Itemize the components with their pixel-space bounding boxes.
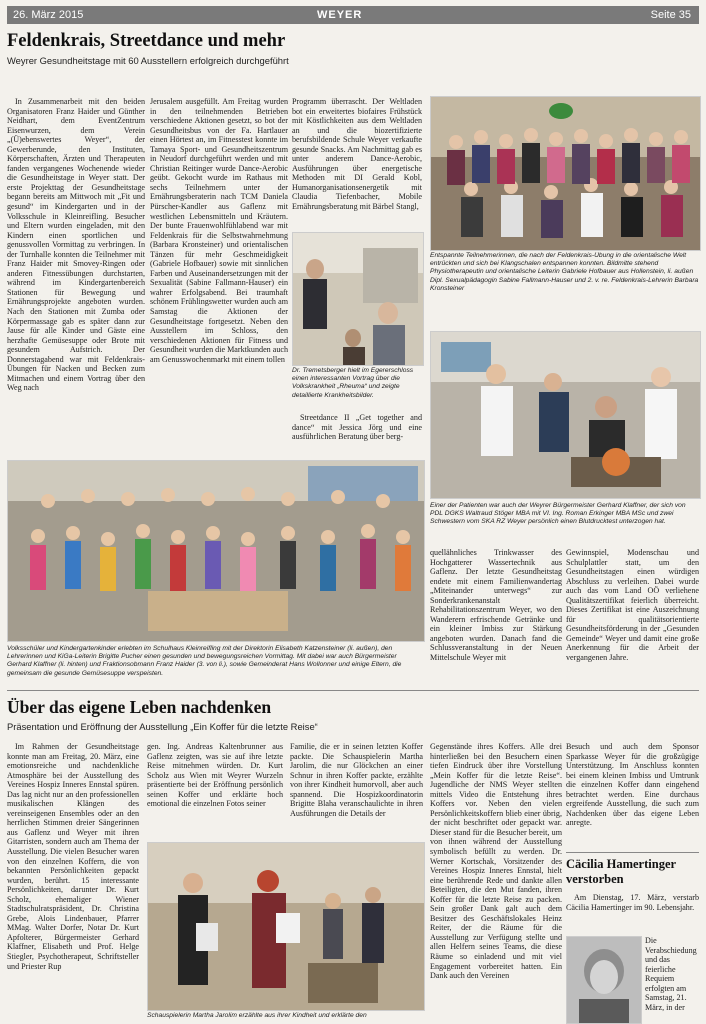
feldenkrais-group-photo-image (431, 97, 700, 250)
article2-subtitle: Präsentation und Eröffnung der Ausstellung „Ein Koffer für die letzte Reise“ (7, 721, 318, 732)
article2-column-2 (147, 742, 283, 838)
obituary-title-line-2: verstorben (566, 872, 624, 886)
article1-column-4-text: quellähnliches Trinkwasser des Hochgatterer Wassertechnik aus Gaflenz. Der letzte Gesundheitstag endete mit einem Familienwandertag „Miteinander unterwegs“ zur Sonderkrankenanstalt Rehabilitationszentrum Weyer, wo den Wanderern erfrischende Getränke und ein kleiner Imbiss zur Stärkung angeboten wurden. Danach fand die Schlussveranstaltung in der Neuen Mittelschule Weyer mit (430, 548, 562, 663)
lecture-photo-image (293, 233, 423, 365)
obituary-portrait-image (567, 937, 641, 1023)
actress-photo-caption: Schauspielerin Martha Jarolim erzählte aus ihrer Kindheit und erklärte den (147, 1012, 367, 1019)
obituary-text-a (566, 893, 699, 923)
article2-column-1 (7, 742, 139, 1024)
section-name: WEYER (317, 9, 363, 21)
article1-column-1-text: In Zusammenarbeit mit den beiden Organisatoren Franz Haider und Günther Neidhart, dem EventZentrum Eisenwurzen, dem Verein „(Ü)ebenswertes Weyer“, der Gewerberunde, den Instituten, Körperschaften, Ärzten und Therapeuten fanden vergangenes Wochenende wieder die Gesundheitstage in Weyer statt. Der erste Projekttag der Gesundheitstage begann bereits am Mittwoch mit „Fit und gesund“ im Kindergarten und in der Volksschule in Kleinreifling. Besucher und Eltern wurden eingeladen, mit den Kindern einen sportlichen und genussvollen Vormittag zu verbringen. In der Turnhalle konnten die Teilnehmer mit Franz Haider mit Smovey-Ringen oder anderen Fitnessübungen durchstarten, während im Kindergartenbereich Stationen für Bewegung und Ernährungsprojekte angeboten wurden. Nach den Stationen mit Zumba oder Körpermassage gab es später dann zur Jause für alle Kinder und Gäste eine herzhafte Gemüsesuppe oder Brote mit gesundem Aufstrich. Der Donnerstagabend war mit Feldenkrais-Übungen für Nacken und Becken zum Mitmachen und einem Vortrag über den Weg nach (7, 97, 145, 393)
article2-column-3 (290, 742, 423, 838)
article2-column-5-text: Besuch und auch dem Sponsor Sparkasse Weyer für die großzügige Unterstützung. Im Anschluss konnten bei einem kleinen Imbiss und Umtrunk die einzelnen Koffer dann eingehend betrachtet werden. Eine durchaus ergreifende Ausstellung, die such zum Nachdenken über das eigene Leben anregte. (566, 742, 699, 828)
article2-title: Über das eigene Leben nachdenken (7, 697, 272, 717)
article1-column-5-text: Gewinnspiel, Modenschau und Schulplattler statt, um den Gesundheitstagen einen würdigen Abschluss zu verleihen. Dabei wurde auch das vom Land OÖ verliehene Qualitätszertifikat feierlich überreicht. Dieses Zertifikat ist eine Auszeichnung für qualitätsorientierte Gesundheitsförderung in der „Gesunden Gemeinde“ Weyer und damit eine große Anerkennung für die Arbeit der vergangenen Jahre. (566, 548, 699, 663)
article-divider (7, 690, 699, 691)
article2-column-5 (566, 742, 699, 848)
article1-column-5 (566, 548, 699, 684)
article2-column-2-text: gen. Ing. Andreas Kaltenbrunner aus Gaflenz zeigten, was sie auf ihre letzte Reise mitnehmen würden. Dr. Kurt Scholz aus Wien mit Weyrer Wurzeln präsentierte bei der Eröffnung persönlich seinen Koffer und erklärte hoch emotional die einzelnen Fotos seiner (147, 742, 283, 809)
obituary-text-b-text: Die Verabschiedung und das feierliche Requiem erfolgten am Samstag, 21. März, in der (645, 936, 697, 1012)
article1-column-3b-text: Streetdance II „Get together and dance“ mit Jessica Jörg und eine ausführlichen Beratung über berg- (292, 413, 422, 442)
article1-column-3a (292, 97, 422, 227)
page-number: Seite 35 (650, 9, 691, 21)
obituary-text-a-text: Am Dienstag, 17. März, verstarb Cäcilia Hamertinger im 90. Lebensjahr. (566, 893, 699, 912)
issue-date: 26. März 2015 (13, 9, 84, 21)
article1-column-3a-text: Programm überrascht. Der Weltladen bot ein erweitertes biofaires Frühstück mit Köstlichkeiten aus dem Weltladen an und die biozertifizierte berufsbildende Schule Weyer verkaufte gesunde Snacks. Am Nachmittag gab es unter anderem Dance-Aerobic, Ausführungen über energetische Methoden mit DI Gerald Kobl, Humanorganisationsenergetik mit Claudia Tiefenbacher, Mobile Ernährungsberatung mit Bärbel Stangl, (292, 97, 422, 212)
article1-column-2-text: Jerusalem ausgefüllt. Am Freitag wurden in den teilnehmenden Betrieben verschiedene Aktionen gesetzt, so bot der Gesundheitsbus von der Fa. Hartlauer einen Hörtest an, im Fitnesstest konnte im Tamaya Sport- und Gesundheitszentrum in Neudorf durchgeführt werden und mit Christian Reitinger wurde Dance-Aerobic geübt. Gekocht wurde im Rathaus mit sechs Teilnehmern unter der Ernährungsberaterin nach TCM Daniela Pürscher-Kandler aus Gaflenz mit westlichen Lebensmitteln und Kräutern. Der bunte Frauenwohlfühlabend war mit Feldenkrais für die Selbstwahrnehmung (Barbara Kronsteiner) und orientalischen Tänzen für mehr Geschmeidigkeit (Gabriele Hofbauer) sowie mit sinnlichen Farben und Auseinandersetzungen mit der Sexualität (Sabine Fallmann-Hauser) ein wahrer Erfolgsabend. Bei traumhaft schönem Frühlingswetter wurden auch am Samstag die Aktionen der Gesundheitstage fortgesetzt. Neben den Ausstellern im Schloss, den verschiedenen Aktionen für Fitness und Gesundheit wurden die Marktkunden auch am Genusswochenmarkt mit einem tollen (150, 97, 288, 364)
obituary-title-line-1: Cäcilia Hamertinger (566, 857, 677, 871)
school-children-photo-caption: Volksschüler und Kindergartenkinder erlebten im Schulhaus Kleinreifling mit der Direktorin Elisabeth Katzensteiner (li. außen), den Lehrerinnen und KiGa-Leiterin Brigitte Pucher einen gesunden und bewegungsreichen Vormittag. Mit dabei war auch Bürgermeister Gerhard Klaffner (li. hinten) und Fraktionsobmann Franz Haider (3. von li.), sowie Gemeinderat Hans Wollonner und einige Eltern, die gemeinsam die gesunde Gemüsesuppe verspeisten. (7, 645, 402, 677)
obituary-title (566, 857, 699, 887)
article1-column-3b (292, 413, 422, 461)
feldenkrais-group-photo-caption: Entspannte Teilnehmerinnen, die nach der Feldenkrais-Übung in die orientalische Welt entrückten und sich bei Klangschalen entspannen konnten. Bildmitte stehend Physiotherapeutin und orientalische Leiterin Gabriele Hofbauer aus Hollenstein, li. außen Dipl. Sexualpädagogin Sabine Fallmann-Hauser und 2. v. re. Feldenkrais-Lehrerin Barbara Kronsteiner (430, 252, 699, 292)
article1-subtitle: Weyrer Gesundheitstage mit 60 Ausstellern erfolgreich durchgeführt (7, 55, 289, 66)
school-children-photo-image (8, 461, 424, 641)
lecture-photo-caption: Dr. Tremetsberger hielt im Egererschloss einen interessanten Vortrag über die Volkskrankheit „Rheuma“ und zeigte detaillierte Krankheitsbilder. (292, 367, 414, 399)
obituary-text-b (645, 936, 699, 1024)
article1-column-2 (150, 97, 288, 461)
obituary-divider (566, 852, 699, 853)
article1-column-1 (7, 97, 145, 461)
actress-photo (147, 842, 425, 1011)
obituary-portrait (566, 936, 642, 1024)
blood-pressure-photo-image (431, 332, 700, 498)
school-children-photo (7, 460, 425, 642)
article2-column-1-text: Im Rahmen der Gesundheitstage konnte man am Freitag, 20. März, eine emotionsreiche und nachdenkliche Atmosphäre bei der Ausstellung des Vereines Hospiz Inneres Ennstal spüren. Das lag nicht nur an den professionellen musikalischen Klängen des vereinseigenen Ensembles oder an den herrlichen Stimmen dreier Sängerinnen aus Gaflenz und Weyer mit ihren Gitarristen, sondern auch am Thema der Ausstellung. Die vielen Besucher waren von den einzelnen Koffern, die von bekannten Persönlichkeiten gepackt wurden, berührt. 15 interessante Persönlichkeiten, darunter Dr. Kurt Scholz, ehemaliger Wiener Stadtschulratspräsident, Dr. Christina Grebe, Alois Lindenbauer, Pfarrer MMag. Walter Dorfer, Notar Dr. Kurt Apfolterer, Bürgermeister Gerhard Klaffner, Elisabeth und Prof. Helge Stiegler, Psychotherapeut, Schriftsteller und Priester Rup (7, 742, 139, 971)
article1-title: Feldenkrais, Streetdance und mehr (7, 31, 286, 51)
article2-column-4 (430, 742, 562, 1024)
article2-column-4-text: Gegenstände ihres Koffers. Alle drei hinterließen bei den Besuchern einen tiefen Eindruck über ihre Vorstellung „Mein Koffer für die letzte Reise“. Jugendliche der NMS Weyer stellten mittels Video die Entstehung ihres Koffers vor. Neben den vielen Persönlichkeitskoffern blieb einer übrig, der nicht beschriftet oder gepackt war. Dieser stand für die Besucher bereit, um von ihnen während der Ausstellung symbolisch befüllt zu werden. Dr. Werner Kortschak, Vorsitzender des Vereines Hospiz Inneres Ennstal, hielt eine berührende Rede und dankte allen Beteiligten, die den Mut fanden, ihren Koffer für die letzte Reise zu packen. Sein großer Dank galt auch dem Besitzer des Geschäftslokales Heinz Reiter, der die Räume für die Ausstellung zur Verfügung stellte und allen Helfern seines Teams, die diese Räume so einladend und mit viel Engagement vorbereitet hatten. Ein Dank auch den Vereinen (430, 742, 562, 981)
blood-pressure-photo-caption: Einer der Patienten war auch der Weyrer Bürgermeister Gerhard Klaffner, der sich von PDL DGKS Waltraud Stöger MBA mit VI. Ing. Roman Erkinger MBA MSc und zwei Schwestern vom SKA RZ Weyer persönlich einen Blutdrucktest unterzogen hat. (430, 502, 686, 526)
article1-column-4 (430, 548, 562, 684)
page-header (7, 6, 699, 24)
feldenkrais-group-photo (430, 96, 701, 251)
actress-photo-image (148, 843, 424, 1010)
article2-column-3-text: Familie, die er in seinen letzten Koffer packte. Die Schauspielerin Martha Jarolim, die nur Glöckchen an einer Schnur in ihren Koffer packte, erzählte von ihrer Kindheit humorvoll, aber auch spannend. Die Hospizkoordinatorin Brigitte Blaha veranschaulichte in ihren Ausführungen die Details der (290, 742, 423, 818)
blood-pressure-photo (430, 331, 701, 499)
lecture-photo (292, 232, 424, 366)
